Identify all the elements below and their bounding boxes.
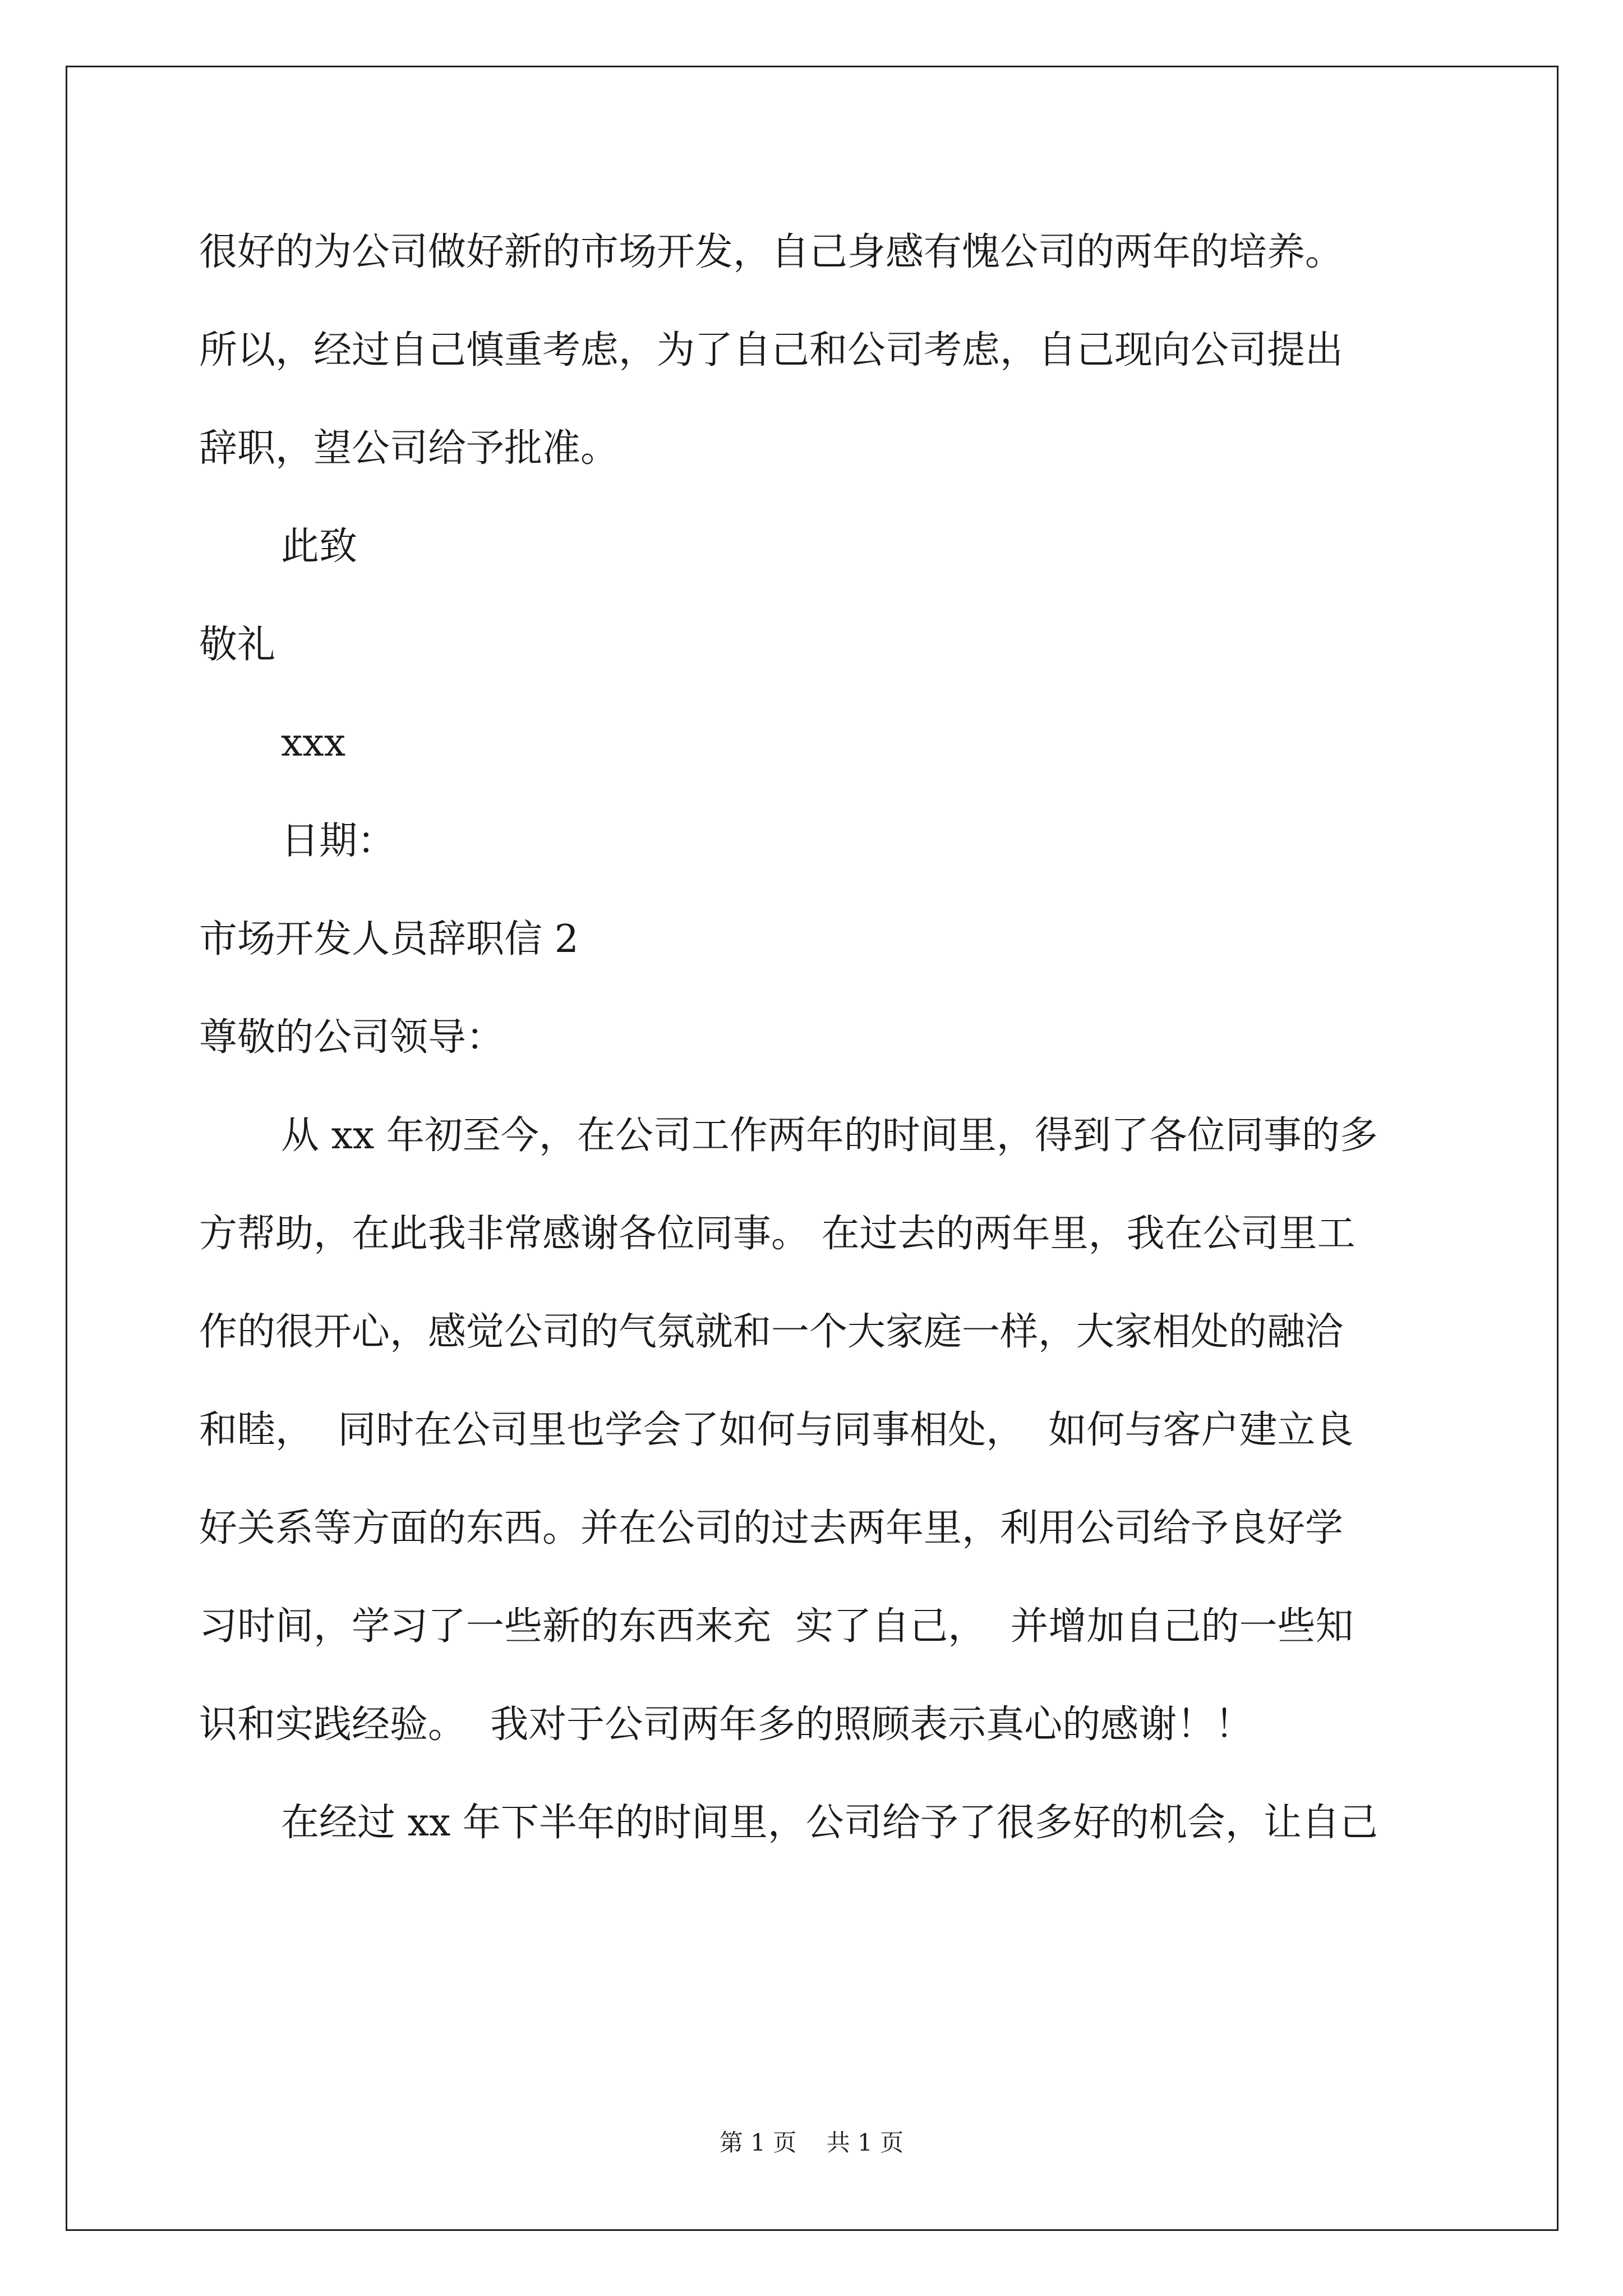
signature-name: xxx: [281, 721, 346, 765]
body-line-10: 识和实践经验。 我对于公司两年多的照顾表示真心的感谢！！: [199, 1703, 1253, 1747]
body-line-7: 和睦， 同时在公司里也学会了如何与同事相处， 如何与客户建立良: [199, 1408, 1354, 1452]
body-line-1: 很好的为公司做好新的市场开发，自己身感有愧公司的两年的培养。: [199, 230, 1344, 274]
body-line-5: 方帮助，在此我非常感谢各位同事。 在过去的两年里，我在公司里工: [199, 1212, 1355, 1256]
regards-line: 敬礼: [199, 623, 276, 667]
body-line-8: 好关系等方面的东西。并在公司的过去两年里，利用公司给予良好学: [199, 1506, 1344, 1550]
body-line-6: 作的很开心，感觉公司的气氛就和一个大家庭一样，大家相处的融洽: [199, 1310, 1344, 1354]
section-title: 市场开发人员辞职信 2: [199, 917, 579, 961]
body-line-4: 从 xx 年初至今，在公司工作两年的时间里，得到了各位同事的多: [281, 1114, 1378, 1158]
body-line-11: 在经过 xx 年下半年的时间里，公司给予了很多好的机会，让自己: [281, 1801, 1378, 1845]
body-line-3: 辞职，望公司给予批准。: [199, 426, 619, 471]
salutation-closing: 此致: [281, 524, 358, 569]
greeting-line: 尊敬的公司领导：: [199, 1015, 505, 1060]
body-line-2: 所以，经过自己慎重考虑，为了自己和公司考虑，自己现向公司提出: [199, 328, 1344, 372]
date-line: 日期：: [281, 819, 396, 863]
body-line-9: 习时间，学习了一些新的东西来充 实了自己， 并增加自己的一些知: [199, 1604, 1354, 1649]
page-number-footer: 第 1 页 共 1 页: [719, 2129, 904, 2156]
